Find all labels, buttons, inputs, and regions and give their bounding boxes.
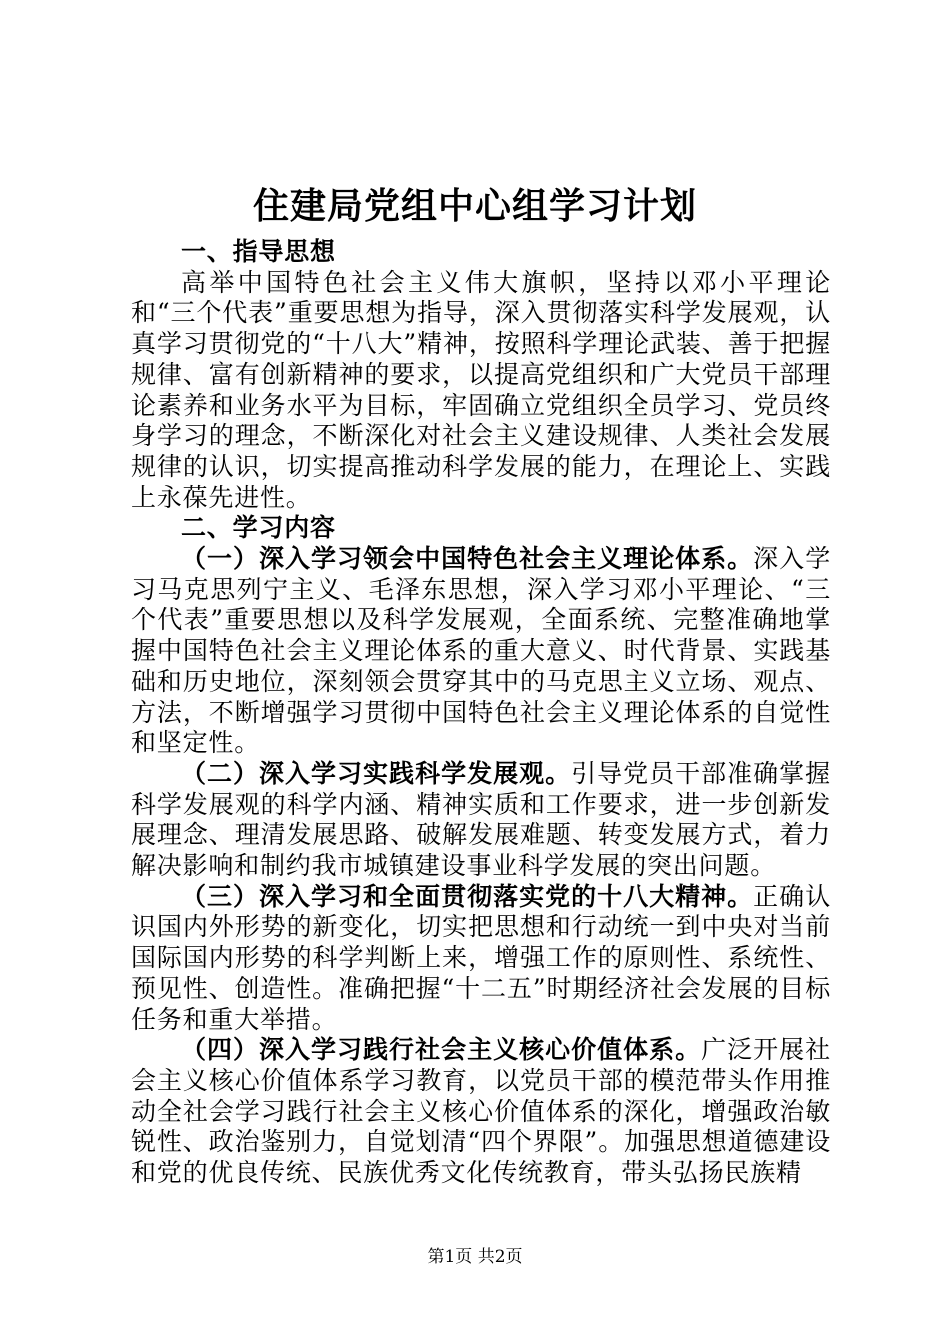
page-number-footer: 第1页 共2页 (427, 1247, 523, 1267)
study-item-2 (131, 759, 831, 882)
section-heading-study-content: 二、学习内容 (181, 513, 336, 543)
section-heading-guiding-thought: 一、指导思想 (181, 237, 336, 266)
study-item-2-text: 引导党员干部准确掌握科学发展观的科学内涵、精神实质和工作要求，进一步创新发展理念、理清发展思路、破解发展难题、转变发展方式，着力解决影响和制约我市城镇建设事业科学发展的突出问题。 (131, 758, 831, 881)
study-item-3 (131, 882, 831, 1036)
study-item-4 (131, 1035, 831, 1189)
paragraph-guiding-thought: 高举中国特色社会主义伟大旗帜，坚持以邓小平理论和“三个代表”重要思想为指导，深入贯彻落实科学发展观，认真学习贯彻党的“十八大”精神，按照科学理论武装、善于把握规律、富有创新精神的要求，以提高党组织和广大党员干部理论素养和业务水平为目标，牢固确立党组织全员学习、党员终身学习的理念，不断深化对社会主义建设规律、人类社会发展规律的认识，切实提高推动科学发展的能力，在理论上、实践上永葆先进性。 (131, 267, 831, 512)
study-item-1-lead: （一）深入学习领会中国特色社会主义理论体系。 (181, 544, 754, 574)
study-item-1 (131, 544, 831, 759)
study-item-3-text: 正确认识国内外形势的新变化，切实把思想和行动统一到中央对当前国际国内形势的科学判断上来，增强工作的原则性、系统性、预见性、创造性。准确把握“十二五”时期经济社会发展的目标任务和重大举措。 (131, 881, 831, 1034)
study-item-4-lead: （四）深入学习践行社会主义核心价值体系。 (181, 1035, 702, 1065)
document-title: 住建局党组中心组学习计划 (252, 186, 697, 227)
document-body (131, 237, 831, 1189)
study-item-3-lead: （三）深入学习和全面贯彻落实党的十八大精神。 (181, 881, 754, 911)
study-item-2-lead: （二）深入学习实践科学发展观。 (181, 758, 572, 788)
study-item-1-text: 深入学习马克思列宁主义、毛泽东思想，深入学习邓小平理论、“三个代表”重要思想以及科学发展观，全面系统、完整准确地掌握中国特色社会主义理论体系的重大意义、时代背景、实践基础和历史地位，深刻领会贯穿其中的马克思主义立场、观点、方法，不断增强学习贯彻中国特色社会主义理论体系的自觉性和坚定性。 (131, 544, 831, 758)
study-item-4-text: 广泛开展社会主义核心价值体系学习教育，以党员干部的模范带头作用推动全社会学习践行社会主义核心价值体系的深化，增强政治敏锐性、政治鉴别力，自觉划清“四个界限”。加强思想道德建设和党的优良传统、民族优秀文化传统教育，带头弘扬民族精 (131, 1035, 831, 1188)
